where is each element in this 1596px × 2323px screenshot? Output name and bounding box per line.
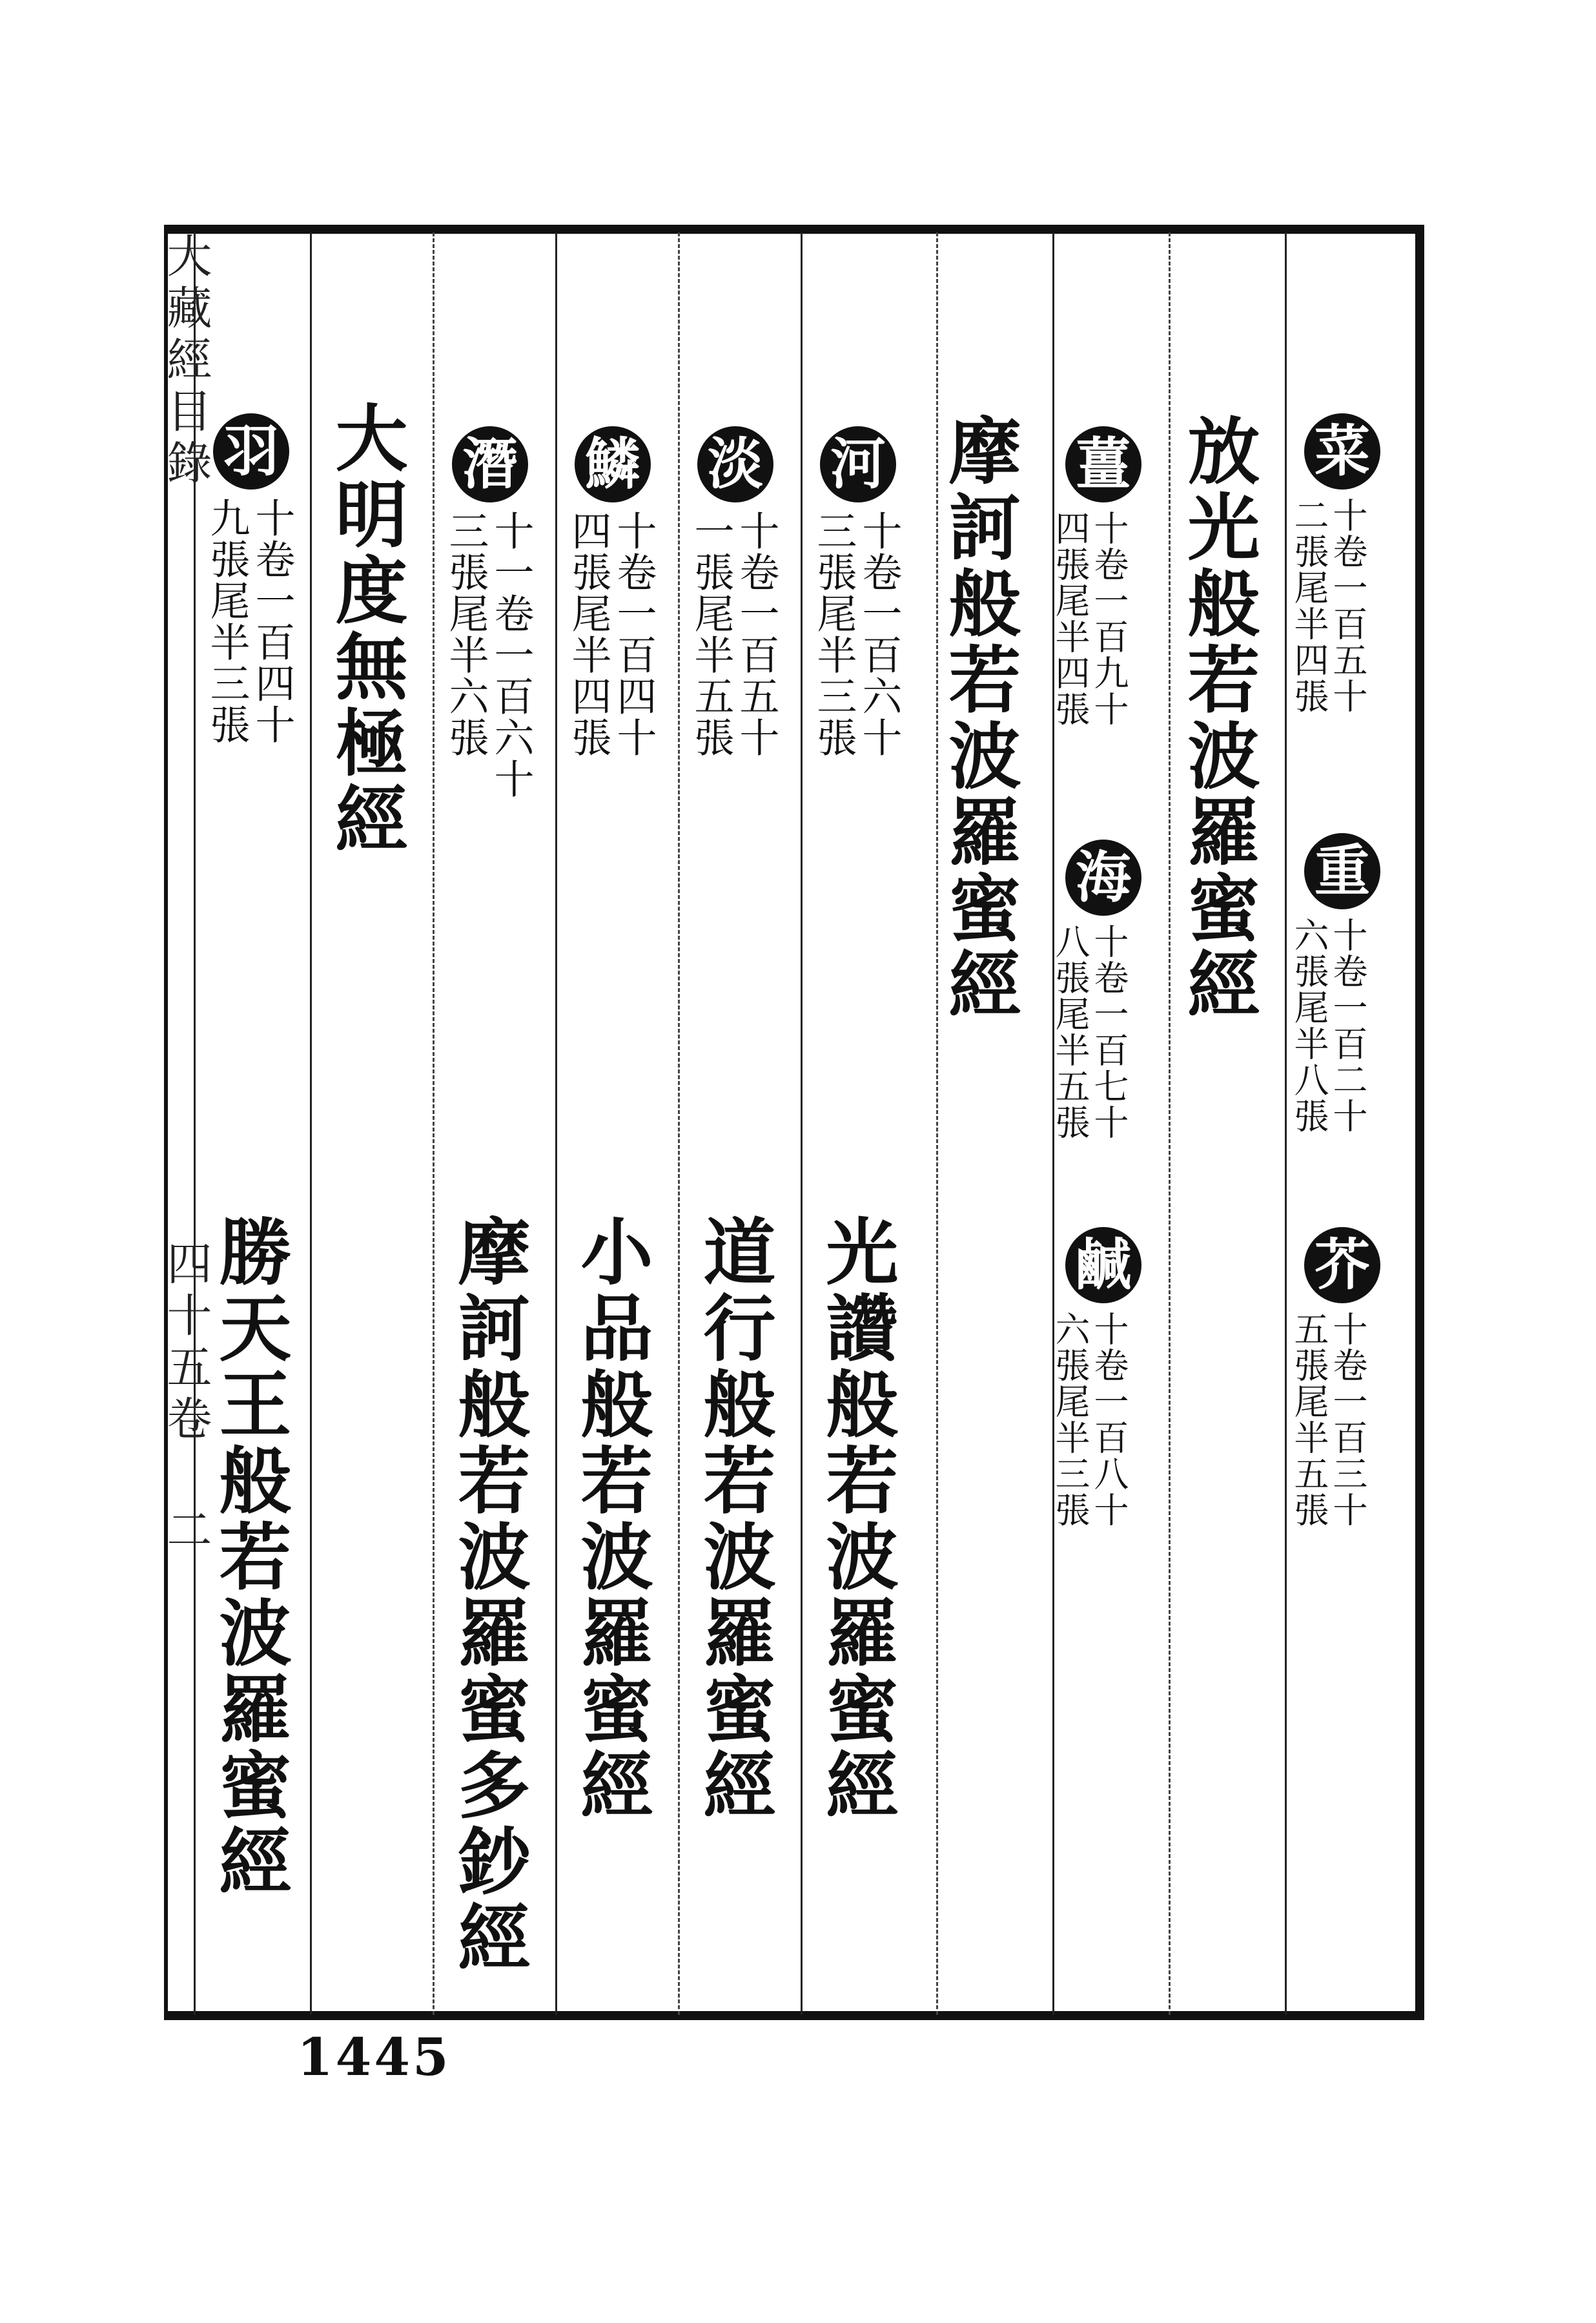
page-number: 1445 bbox=[297, 2027, 451, 2087]
entry-line: 六張尾半三張 bbox=[1050, 1311, 1090, 1528]
entry-line: 三張尾半六張 bbox=[442, 510, 489, 758]
seal-char: 羽 bbox=[213, 413, 289, 490]
sutra-title: 大明度無極經 bbox=[323, 400, 408, 858]
entry-line: 十卷一百四十 bbox=[610, 510, 657, 758]
sutra-title: 道行般若波羅蜜經 bbox=[691, 1214, 776, 1824]
entry-line: 四張尾半四張 bbox=[1050, 510, 1090, 727]
column-rule bbox=[801, 232, 803, 2015]
entry-line: 十卷一百二十 bbox=[1327, 917, 1368, 1134]
entry-line: 十卷一百八十 bbox=[1089, 1311, 1129, 1528]
entry-line: 四張尾半四張 bbox=[565, 510, 612, 758]
column-rule bbox=[555, 232, 557, 2015]
column-rule bbox=[433, 232, 435, 2015]
sutra-title: 摩訶般若波羅蜜經 bbox=[937, 413, 1021, 1023]
sutra-title: 光讚般若波羅蜜經 bbox=[814, 1214, 899, 1824]
column-rule bbox=[194, 232, 196, 2015]
entry-line: 十一卷一百六十 bbox=[487, 510, 535, 800]
seal-char: 芥 bbox=[1304, 1227, 1380, 1303]
seal-char: 薑 bbox=[1065, 426, 1141, 502]
gutter-title: 大藏經目錄 bbox=[159, 232, 212, 491]
sutra-title: 摩訶般若波羅蜜多鈔經 bbox=[446, 1214, 531, 1976]
sutra-title: 放光般若波羅蜜經 bbox=[1176, 413, 1260, 1023]
sutra-title: 勝天王般若波羅蜜經 bbox=[207, 1214, 292, 1900]
seal-char: 鱗 bbox=[575, 426, 651, 502]
entry-line: 十卷一百六十 bbox=[855, 510, 903, 758]
seal-char: 鹹 bbox=[1065, 1227, 1141, 1303]
seal-char: 淡 bbox=[697, 426, 773, 502]
column-rule bbox=[1169, 232, 1171, 2015]
seal-char: 重 bbox=[1304, 833, 1380, 909]
entry-line: 十卷一百四十 bbox=[249, 497, 296, 745]
sutra-title: 小品般若波羅蜜經 bbox=[569, 1214, 653, 1824]
entry-line: 三張尾半三張 bbox=[810, 510, 857, 758]
entry-line: 六張尾半八張 bbox=[1289, 917, 1329, 1134]
seal-char: 河 bbox=[820, 426, 896, 502]
seal-char: 潛 bbox=[452, 426, 528, 502]
entry-line: 九張尾半三張 bbox=[203, 497, 251, 745]
entry-line: 十卷一百七十 bbox=[1089, 924, 1129, 1141]
seal-char: 菜 bbox=[1304, 413, 1380, 490]
entry-line: 十卷一百五十 bbox=[1327, 497, 1368, 714]
column-rule bbox=[1285, 232, 1287, 2015]
entry-line: 十卷一百五十 bbox=[733, 510, 780, 758]
column-rule bbox=[678, 232, 680, 2015]
seal-char: 海 bbox=[1065, 840, 1141, 916]
entry-line: 一張尾半五張 bbox=[688, 510, 735, 758]
entry-line: 十卷一百三十 bbox=[1327, 1311, 1368, 1528]
entry-line: 五張尾半五張 bbox=[1289, 1311, 1329, 1528]
entry-line: 八張尾半五張 bbox=[1050, 924, 1090, 1141]
entry-line: 十卷一百九十 bbox=[1089, 510, 1129, 727]
entry-line: 二張尾半四張 bbox=[1289, 497, 1329, 714]
gutter-label: 四十五卷 二 bbox=[159, 1240, 212, 1558]
column-rule bbox=[310, 232, 312, 2015]
